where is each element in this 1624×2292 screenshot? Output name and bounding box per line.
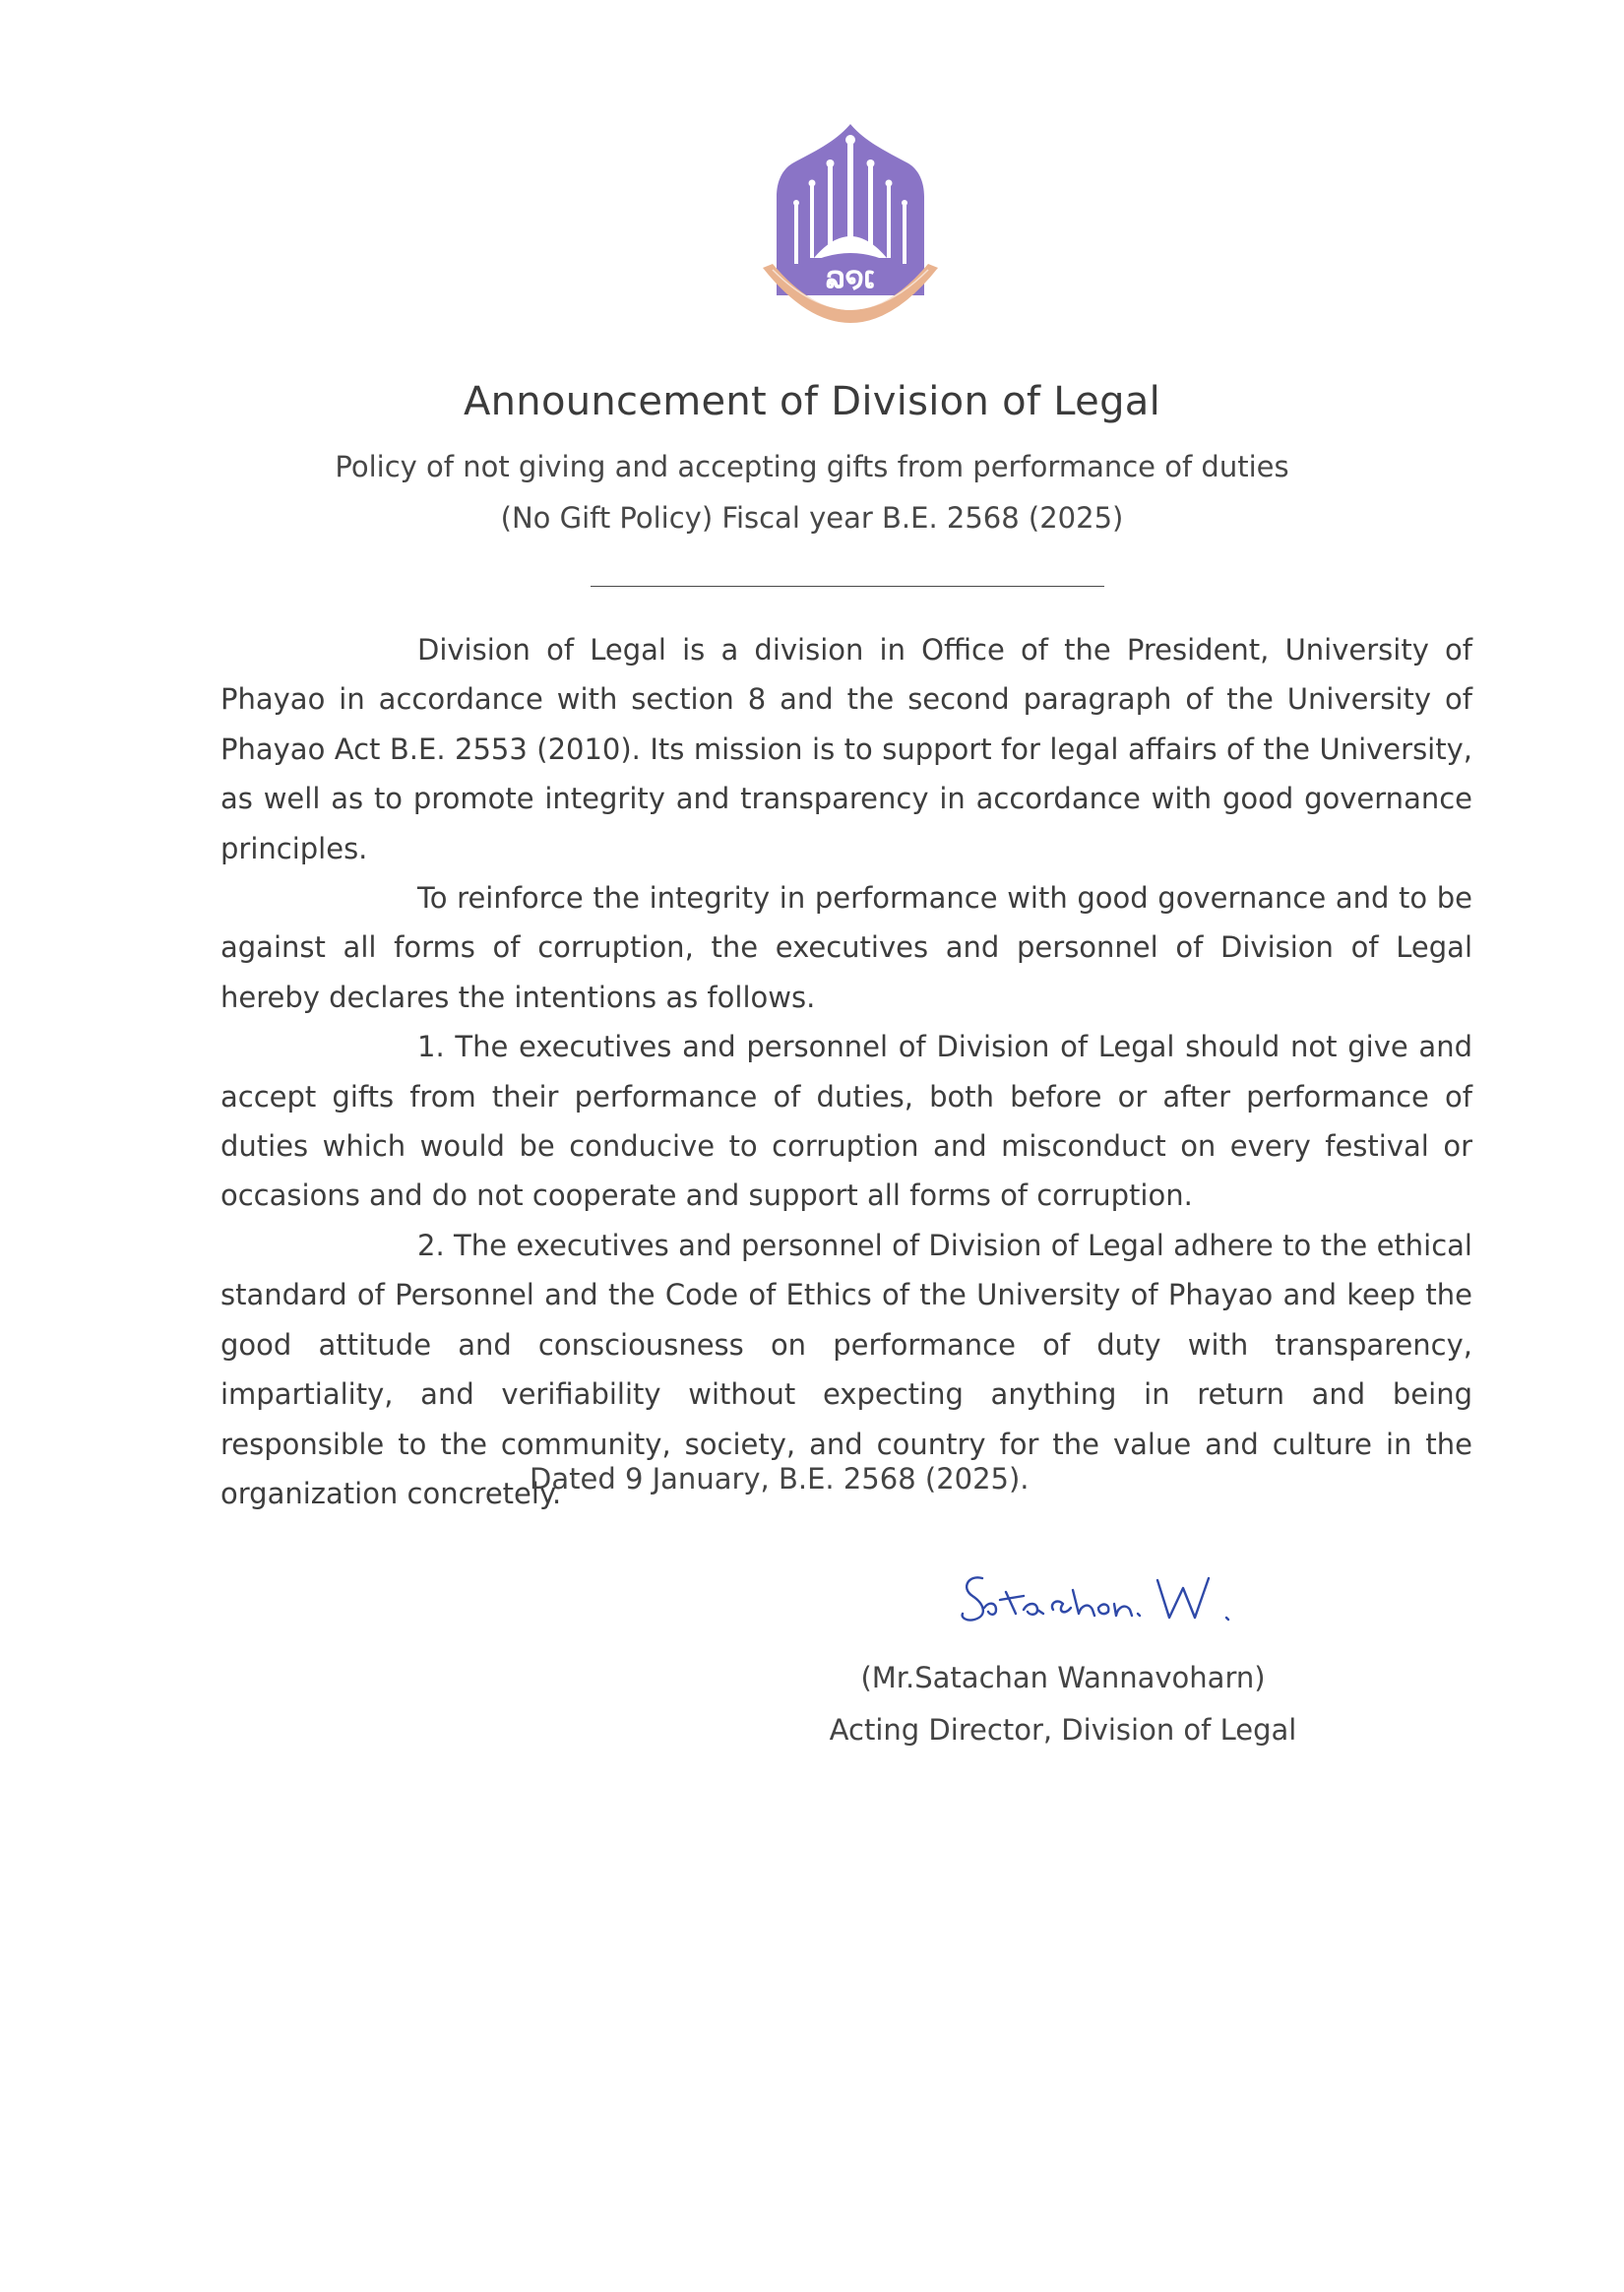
- signer-title: Acting Director, Division of Legal: [829, 1713, 1297, 1747]
- signer-name: (Mr.Satachan Wannavoharn): [860, 1661, 1266, 1694]
- paragraph-item-1: 1. The executives and personnel of Division of Legal should not give and accept gifts from their performance of duties, both before or after performance of duties which would be conducive to corruption and misconduct on every festival or occasions and do not cooperate and support all forms of corruption.: [220, 1030, 1472, 1213]
- paragraph-item-2: 2. The executives and personnel of Division of Legal adhere to the ethical standard of Personnel and the Code of Ethics of the University of Phayao and keep the good attitude and consciousness on performance of duty with transparency, impartiality, and verifiability without expecting anything in return and being responsible to the community, society, and country for the value and culture in the organization concretely.: [220, 1228, 1472, 1510]
- paragraph-intentions: To reinforce the integrity in performance with good governance and to be against all forms of corruption, the executives and personnel of Division of Legal hereby declares the intentions as follows.: [220, 881, 1472, 1014]
- title-divider: [591, 586, 1104, 587]
- svg-text:ລ໑ເ: ລ໑ເ: [826, 261, 875, 295]
- policy-subtitle: Policy of not giving and accepting gifts from performance of duties: [335, 450, 1289, 483]
- handwritten-signature: [955, 1560, 1260, 1639]
- announcement-body: [220, 625, 1472, 1518]
- paragraph-intro: Division of Legal is a division in Office of the President, University of Phayao in accordance with section 8 and the second paragraph of the University of Phayao Act B.E. 2553 (2010). Its mission is to support for legal affairs of the University, as well as to promote integrity and transparency in accordance with good governance principles.: [220, 633, 1472, 865]
- university-logo: [755, 120, 947, 356]
- announcement-title: Announcement of Division of Legal: [463, 379, 1160, 424]
- fiscal-year-subtitle: (No Gift Policy) Fiscal year B.E. 2568 (2025): [500, 501, 1124, 535]
- date-line: Dated 9 January, B.E. 2568 (2025).: [530, 1462, 1030, 1496]
